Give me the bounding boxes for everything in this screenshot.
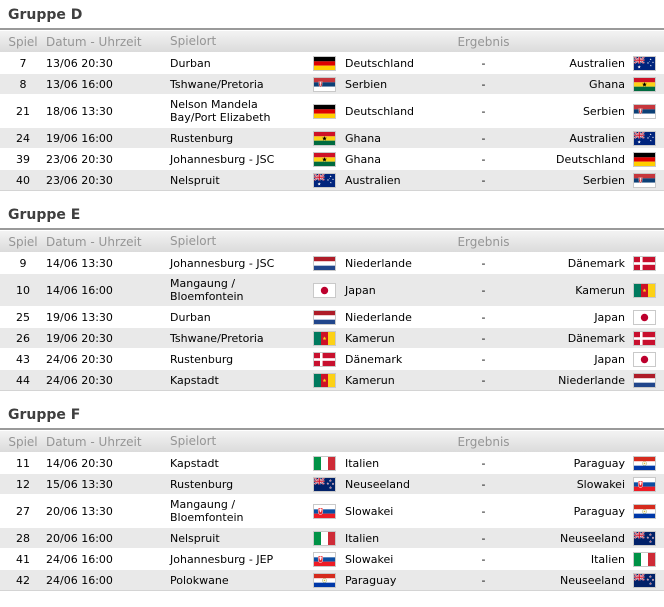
away-team-name: Niederlande: [558, 373, 625, 387]
col-header-datum: Datum - Uhrzeit: [46, 434, 142, 449]
flag-icon-australia: [633, 56, 656, 71]
match-datetime: 24/06 16:00: [46, 552, 113, 566]
flag-icon-cameroon: [633, 283, 656, 298]
flag-icon-germany: [633, 152, 656, 167]
away-flag-cell: [633, 552, 656, 567]
away-flag-cell: [633, 477, 656, 492]
match-number: 40: [16, 173, 30, 187]
flag-icon-germany: [313, 56, 336, 71]
match-row: [0, 548, 664, 569]
home-flag-cell: [313, 456, 336, 471]
match-venue: Rustenburg: [170, 131, 234, 145]
home-team-name: Slowakei: [345, 504, 394, 518]
away-team-name: Paraguay: [573, 504, 625, 518]
away-team-name: Australien: [569, 56, 625, 70]
away-team-name: Japan: [594, 310, 625, 324]
home-flag-cell: [313, 104, 336, 119]
away-flag-cell: [633, 152, 656, 167]
match-number: 8: [19, 77, 27, 91]
home-flag-cell: [313, 352, 336, 367]
match-venue: Tshwane/Pretoria: [170, 77, 264, 91]
flag-icon-denmark: [633, 331, 656, 346]
home-team-name: Kamerun: [345, 373, 395, 387]
match-rows: [0, 452, 664, 591]
home-team-name: Ghana: [345, 152, 381, 166]
away-flag-cell: [633, 531, 656, 546]
flag-icon-serbia: [633, 104, 656, 119]
away-flag-cell: [633, 504, 656, 519]
home-team-name: Italien: [345, 456, 380, 470]
match-datetime: 19/06 16:00: [46, 131, 113, 145]
flag-icon-paraguay: [633, 504, 656, 519]
group-section-f: [0, 407, 664, 591]
match-number: 9: [19, 256, 27, 270]
group-section-d: [0, 7, 664, 191]
match-venue: Kapstadt: [170, 456, 219, 470]
match-result: -: [481, 477, 486, 491]
col-header-ergebnis: Ergebnis: [457, 434, 510, 449]
match-datetime: 14/06 16:00: [46, 283, 113, 297]
match-result: -: [481, 131, 486, 145]
home-team-name: Slowakei: [345, 552, 394, 566]
home-team-name: Japan: [345, 283, 376, 297]
match-number: 41: [16, 552, 30, 566]
away-flag-cell: [633, 331, 656, 346]
col-header-spiel: Spiel: [8, 34, 38, 49]
match-datetime: 14/06 20:30: [46, 456, 113, 470]
home-team-name: Niederlande: [345, 310, 412, 324]
flag-icon-denmark: [313, 352, 336, 367]
match-datetime: 20/06 13:30: [46, 504, 113, 518]
col-header-ergebnis: Ergebnis: [457, 34, 510, 49]
away-flag-cell: [633, 104, 656, 119]
match-row: [0, 306, 664, 327]
home-flag-cell: [313, 256, 336, 271]
away-team-name: Australien: [569, 131, 625, 145]
match-number: 24: [16, 131, 30, 145]
col-header-spiel: Spiel: [8, 234, 38, 249]
away-flag-cell: [633, 573, 656, 588]
match-rows: [0, 252, 664, 391]
col-header-ergebnis: Ergebnis: [457, 234, 510, 249]
home-team-name: Niederlande: [345, 256, 412, 270]
group-title: Gruppe E: [8, 207, 81, 223]
flag-icon-cameroon: [313, 331, 336, 346]
col-header-spiel: Spiel: [8, 434, 38, 449]
match-number: 28: [16, 531, 30, 545]
match-venue: Tshwane/Pretoria: [170, 331, 264, 345]
match-result: -: [481, 504, 486, 518]
match-datetime: 15/06 13:30: [46, 477, 113, 491]
home-team-name: Serbien: [345, 77, 388, 91]
match-row: [0, 169, 664, 190]
match-row: [0, 473, 664, 494]
flag-icon-australia: [313, 173, 336, 188]
match-row: [0, 527, 664, 548]
match-datetime: 24/06 16:00: [46, 573, 113, 587]
match-row: [0, 452, 664, 473]
flag-icon-italy: [313, 531, 336, 546]
match-venue: Nelspruit: [170, 531, 220, 545]
match-datetime: 14/06 13:30: [46, 256, 113, 270]
home-team-name: Italien: [345, 531, 380, 545]
match-datetime: 20/06 16:00: [46, 531, 113, 545]
group-section-e: [0, 207, 664, 391]
flag-icon-slovakia: [313, 552, 336, 567]
match-datetime: 19/06 20:30: [46, 331, 113, 345]
home-flag-cell: [313, 531, 336, 546]
flag-icon-new-zealand: [633, 531, 656, 546]
table-header: [0, 231, 664, 252]
flag-icon-slovakia: [313, 504, 336, 519]
flag-icon-serbia: [313, 77, 336, 92]
match-row: [0, 369, 664, 390]
match-result: -: [481, 173, 486, 187]
away-team-name: Slowakei: [576, 477, 625, 491]
match-row: [0, 252, 664, 273]
match-venue: Rustenburg: [170, 477, 234, 491]
flag-icon-japan: [633, 352, 656, 367]
home-team-name: Australien: [345, 173, 401, 187]
flag-icon-netherlands: [313, 256, 336, 271]
home-flag-cell: [313, 173, 336, 188]
flag-icon-new-zealand: [313, 477, 336, 492]
match-result: -: [481, 56, 486, 70]
home-team-name: Deutschland: [345, 56, 415, 70]
match-number: 39: [16, 152, 30, 166]
away-flag-cell: [633, 77, 656, 92]
flag-icon-ghana: [313, 131, 336, 146]
match-venue: Nelson Mandela Bay/Port Elizabeth: [170, 98, 271, 124]
title-rule: [0, 428, 664, 430]
match-result: -: [481, 331, 486, 345]
away-flag-cell: [633, 310, 656, 325]
match-number: 21: [16, 104, 30, 118]
flag-icon-paraguay: [633, 456, 656, 471]
match-result: -: [481, 573, 486, 587]
match-result: -: [481, 531, 486, 545]
flag-icon-japan: [313, 283, 336, 298]
match-datetime: 13/06 20:30: [46, 56, 113, 70]
match-number: 11: [16, 456, 30, 470]
match-datetime: 23/06 20:30: [46, 152, 113, 166]
match-venue: Johannesburg - JEP: [170, 552, 274, 566]
away-flag-cell: [633, 373, 656, 388]
match-number: 10: [16, 283, 30, 297]
match-venue: Kapstadt: [170, 373, 219, 387]
away-flag-cell: [633, 173, 656, 188]
home-flag-cell: [313, 283, 336, 298]
col-header-spielort: Spielort: [170, 34, 217, 48]
flag-icon-japan: [633, 310, 656, 325]
match-number: 44: [16, 373, 30, 387]
match-venue: Durban: [170, 56, 211, 70]
home-flag-cell: [313, 56, 336, 71]
col-header-spielort: Spielort: [170, 434, 217, 448]
away-team-name: Serbien: [582, 104, 625, 118]
away-team-name: Paraguay: [573, 456, 625, 470]
match-number: 7: [19, 56, 27, 70]
match-venue: Durban: [170, 310, 211, 324]
flag-icon-serbia: [633, 173, 656, 188]
away-flag-cell: [633, 256, 656, 271]
match-result: -: [481, 283, 486, 297]
flag-icon-germany: [313, 104, 336, 119]
flag-icon-paraguay: [313, 573, 336, 588]
flag-icon-cameroon: [313, 373, 336, 388]
match-row: [0, 494, 664, 527]
away-flag-cell: [633, 283, 656, 298]
home-team-name: Ghana: [345, 131, 381, 145]
home-flag-cell: [313, 152, 336, 167]
match-result: -: [481, 152, 486, 166]
match-number: 43: [16, 352, 30, 366]
flag-icon-netherlands: [313, 310, 336, 325]
match-result: -: [481, 104, 486, 118]
home-flag-cell: [313, 331, 336, 346]
match-row: [0, 73, 664, 94]
match-row: [0, 273, 664, 306]
title-rule: [0, 228, 664, 230]
flag-icon-slovakia: [633, 477, 656, 492]
home-flag-cell: [313, 131, 336, 146]
match-datetime: 19/06 13:30: [46, 310, 113, 324]
match-result: -: [481, 552, 486, 566]
match-result: -: [481, 310, 486, 324]
match-rows: [0, 52, 664, 191]
home-flag-cell: [313, 573, 336, 588]
group-title: Gruppe D: [8, 7, 83, 23]
match-row: [0, 127, 664, 148]
match-row: [0, 94, 664, 127]
match-venue: Johannesburg - JSC: [170, 152, 275, 166]
match-datetime: 24/06 20:30: [46, 373, 113, 387]
flag-icon-italy: [633, 552, 656, 567]
away-team-name: Italien: [590, 552, 625, 566]
away-team-name: Deutschland: [555, 152, 625, 166]
match-datetime: 23/06 20:30: [46, 173, 113, 187]
match-row: [0, 348, 664, 369]
home-team-name: Paraguay: [345, 573, 397, 587]
title-rule: [0, 28, 664, 30]
home-flag-cell: [313, 477, 336, 492]
col-header-spielort: Spielort: [170, 234, 217, 248]
match-venue: Polokwane: [170, 573, 229, 587]
home-flag-cell: [313, 552, 336, 567]
flag-icon-ghana: [313, 152, 336, 167]
match-number: 27: [16, 504, 30, 518]
match-datetime: 13/06 16:00: [46, 77, 113, 91]
group-title: Gruppe F: [8, 407, 81, 423]
table-header: [0, 31, 664, 52]
match-number: 25: [16, 310, 30, 324]
flag-icon-netherlands: [633, 373, 656, 388]
match-venue: Nelspruit: [170, 173, 220, 187]
home-team-name: Neuseeland: [345, 477, 410, 491]
away-team-name: Kamerun: [575, 283, 625, 297]
flag-icon-italy: [313, 456, 336, 471]
match-result: -: [481, 456, 486, 470]
match-venue: Mangaung / Bloemfontein: [170, 498, 244, 524]
away-team-name: Japan: [594, 352, 625, 366]
home-flag-cell: [313, 504, 336, 519]
away-team-name: Dänemark: [567, 331, 625, 345]
flag-icon-new-zealand: [633, 573, 656, 588]
col-header-datum: Datum - Uhrzeit: [46, 34, 142, 49]
away-team-name: Dänemark: [567, 256, 625, 270]
home-team-name: Dänemark: [345, 352, 403, 366]
match-result: -: [481, 352, 486, 366]
away-team-name: Serbien: [582, 173, 625, 187]
match-result: -: [481, 77, 486, 91]
match-row: [0, 148, 664, 169]
home-team-name: Kamerun: [345, 331, 395, 345]
match-datetime: 24/06 20:30: [46, 352, 113, 366]
flag-icon-australia: [633, 131, 656, 146]
away-team-name: Ghana: [589, 77, 625, 91]
match-number: 12: [16, 477, 30, 491]
match-datetime: 18/06 13:30: [46, 104, 113, 118]
match-result: -: [481, 373, 486, 387]
match-number: 26: [16, 331, 30, 345]
away-flag-cell: [633, 56, 656, 71]
match-number: 42: [16, 573, 30, 587]
flag-icon-denmark: [633, 256, 656, 271]
home-team-name: Deutschland: [345, 104, 415, 118]
away-team-name: Neuseeland: [560, 573, 625, 587]
home-flag-cell: [313, 310, 336, 325]
table-header: [0, 431, 664, 452]
away-team-name: Neuseeland: [560, 531, 625, 545]
col-header-datum: Datum - Uhrzeit: [46, 234, 142, 249]
match-result: -: [481, 256, 486, 270]
flag-icon-ghana: [633, 77, 656, 92]
match-row: [0, 327, 664, 348]
match-row: [0, 52, 664, 73]
away-flag-cell: [633, 456, 656, 471]
home-flag-cell: [313, 77, 336, 92]
home-flag-cell: [313, 373, 336, 388]
match-row: [0, 569, 664, 590]
match-venue: Mangaung / Bloemfontein: [170, 277, 244, 303]
match-venue: Johannesburg - JSC: [170, 256, 275, 270]
away-flag-cell: [633, 131, 656, 146]
match-venue: Rustenburg: [170, 352, 234, 366]
away-flag-cell: [633, 352, 656, 367]
